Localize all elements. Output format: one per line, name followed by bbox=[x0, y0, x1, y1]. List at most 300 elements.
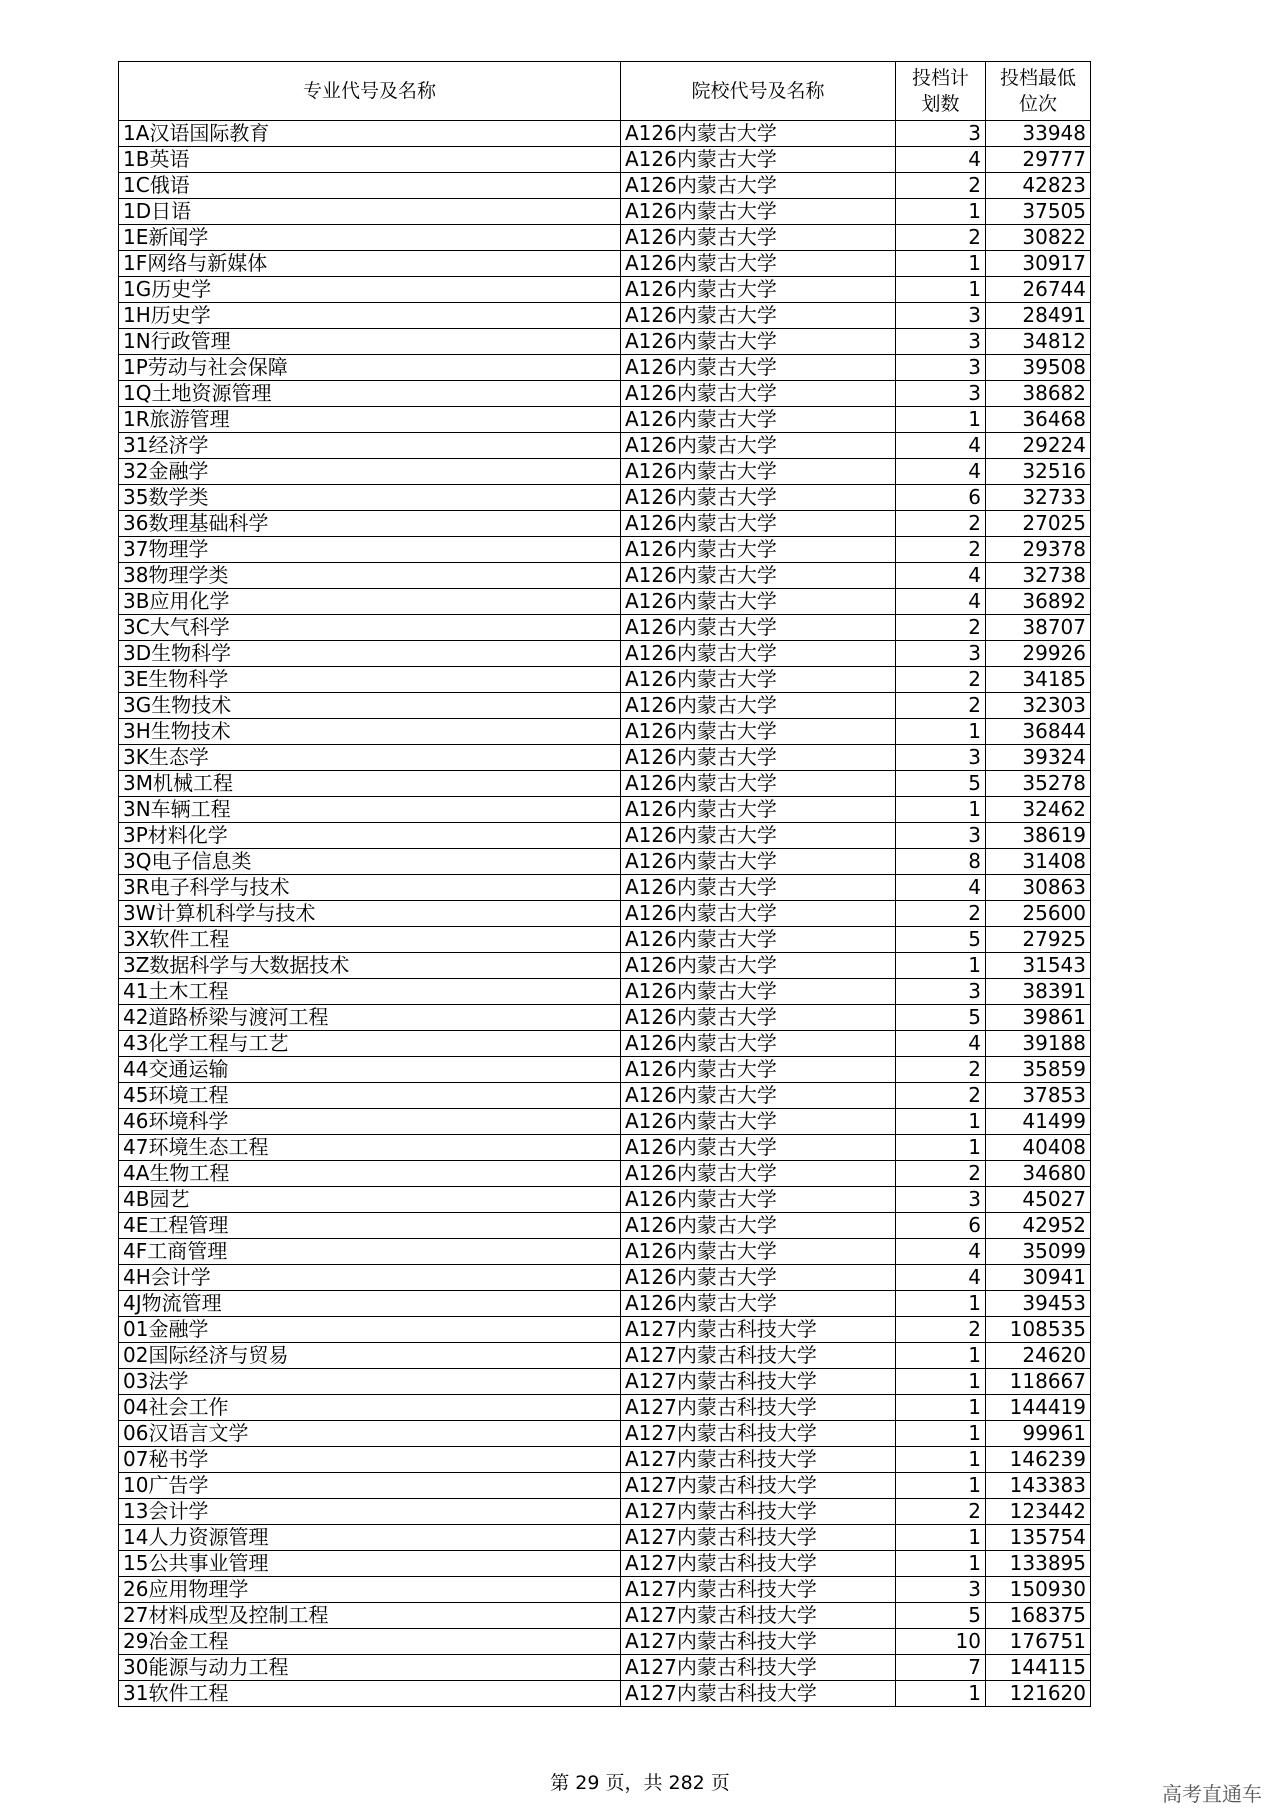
cell-rank: 32733 bbox=[986, 485, 1091, 511]
cell-rank: 29926 bbox=[986, 641, 1091, 667]
cell-rank: 30941 bbox=[986, 1265, 1091, 1291]
cell-rank: 34680 bbox=[986, 1161, 1091, 1187]
cell-rank: 123442 bbox=[986, 1499, 1091, 1525]
cell-rank: 41499 bbox=[986, 1109, 1091, 1135]
cell-rank: 29777 bbox=[986, 147, 1091, 173]
cell-major: 4J物流管理 bbox=[119, 1291, 621, 1317]
table-row bbox=[119, 563, 1091, 589]
cell-major: 31软件工程 bbox=[119, 1681, 621, 1707]
cell-school: A126内蒙古大学 bbox=[621, 1109, 896, 1135]
table-row bbox=[119, 901, 1091, 927]
cell-school: A126内蒙古大学 bbox=[621, 589, 896, 615]
table-row bbox=[119, 875, 1091, 901]
cell-major: 04社会工作 bbox=[119, 1395, 621, 1421]
table-header bbox=[119, 62, 1091, 121]
cell-plan: 3 bbox=[896, 1187, 986, 1213]
cell-plan: 5 bbox=[896, 771, 986, 797]
cell-major: 10广告学 bbox=[119, 1473, 621, 1499]
cell-plan: 2 bbox=[896, 1499, 986, 1525]
cell-school: A126内蒙古大学 bbox=[621, 537, 896, 563]
table-row bbox=[119, 1343, 1091, 1369]
cell-major: 4A生物工程 bbox=[119, 1161, 621, 1187]
cell-rank: 36844 bbox=[986, 719, 1091, 745]
cell-school: A127内蒙古科技大学 bbox=[621, 1369, 896, 1395]
cell-rank: 99961 bbox=[986, 1421, 1091, 1447]
cell-major: 3H生物技术 bbox=[119, 719, 621, 745]
cell-plan: 1 bbox=[896, 1343, 986, 1369]
cell-major: 1C俄语 bbox=[119, 173, 621, 199]
cell-school: A126内蒙古大学 bbox=[621, 1083, 896, 1109]
table-row bbox=[119, 1031, 1091, 1057]
header-plan-line2: 划数 bbox=[921, 93, 960, 115]
cell-major: 3R电子科学与技术 bbox=[119, 875, 621, 901]
cell-school: A126内蒙古大学 bbox=[621, 849, 896, 875]
cell-major: 03法学 bbox=[119, 1369, 621, 1395]
cell-major: 45环境工程 bbox=[119, 1083, 621, 1109]
cell-plan: 3 bbox=[896, 381, 986, 407]
table-row bbox=[119, 823, 1091, 849]
table-row bbox=[119, 1499, 1091, 1525]
cell-school: A127内蒙古科技大学 bbox=[621, 1499, 896, 1525]
cell-rank: 135754 bbox=[986, 1525, 1091, 1551]
cell-school: A127内蒙古科技大学 bbox=[621, 1317, 896, 1343]
cell-plan: 1 bbox=[896, 251, 986, 277]
cell-plan: 3 bbox=[896, 641, 986, 667]
cell-school: A126内蒙古大学 bbox=[621, 173, 896, 199]
table-row bbox=[119, 953, 1091, 979]
table-row bbox=[119, 1057, 1091, 1083]
table-row bbox=[119, 1473, 1091, 1499]
cell-rank: 121620 bbox=[986, 1681, 1091, 1707]
table-row bbox=[119, 225, 1091, 251]
table-row bbox=[119, 1395, 1091, 1421]
cell-rank: 32516 bbox=[986, 459, 1091, 485]
cell-rank: 27025 bbox=[986, 511, 1091, 537]
table-row bbox=[119, 121, 1091, 147]
cell-major: 4H会计学 bbox=[119, 1265, 621, 1291]
cell-rank: 38682 bbox=[986, 381, 1091, 407]
cell-major: 3X软件工程 bbox=[119, 927, 621, 953]
cell-rank: 31543 bbox=[986, 953, 1091, 979]
cell-plan: 5 bbox=[896, 927, 986, 953]
cell-major: 06汉语言文学 bbox=[119, 1421, 621, 1447]
cell-major: 3D生物科学 bbox=[119, 641, 621, 667]
cell-rank: 34185 bbox=[986, 667, 1091, 693]
table-row bbox=[119, 1109, 1091, 1135]
cell-major: 3C大气科学 bbox=[119, 615, 621, 641]
cell-rank: 35859 bbox=[986, 1057, 1091, 1083]
cell-rank: 37853 bbox=[986, 1083, 1091, 1109]
cell-plan: 4 bbox=[896, 1031, 986, 1057]
cell-school: A127内蒙古科技大学 bbox=[621, 1577, 896, 1603]
cell-rank: 39453 bbox=[986, 1291, 1091, 1317]
table-row bbox=[119, 1369, 1091, 1395]
cell-rank: 108535 bbox=[986, 1317, 1091, 1343]
table-row bbox=[119, 1005, 1091, 1031]
cell-rank: 31408 bbox=[986, 849, 1091, 875]
table-row bbox=[119, 1317, 1091, 1343]
table-row bbox=[119, 173, 1091, 199]
cell-school: A127内蒙古科技大学 bbox=[621, 1681, 896, 1707]
cell-rank: 39188 bbox=[986, 1031, 1091, 1057]
cell-school: A126内蒙古大学 bbox=[621, 901, 896, 927]
cell-plan: 1 bbox=[896, 1551, 986, 1577]
cell-rank: 29224 bbox=[986, 433, 1091, 459]
table-row bbox=[119, 1525, 1091, 1551]
cell-major: 4F工商管理 bbox=[119, 1239, 621, 1265]
table-row bbox=[119, 745, 1091, 771]
cell-major: 02国际经济与贸易 bbox=[119, 1343, 621, 1369]
cell-rank: 24620 bbox=[986, 1343, 1091, 1369]
cell-school: A126内蒙古大学 bbox=[621, 1265, 896, 1291]
cell-school: A126内蒙古大学 bbox=[621, 1213, 896, 1239]
cell-school: A126内蒙古大学 bbox=[621, 693, 896, 719]
watermark: 高考直通车 bbox=[1162, 1782, 1262, 1806]
cell-plan: 4 bbox=[896, 875, 986, 901]
cell-major: 31经济学 bbox=[119, 433, 621, 459]
cell-plan: 3 bbox=[896, 303, 986, 329]
cell-rank: 143383 bbox=[986, 1473, 1091, 1499]
cell-major: 47环境生态工程 bbox=[119, 1135, 621, 1161]
cell-major: 3E生物科学 bbox=[119, 667, 621, 693]
cell-major: 01金融学 bbox=[119, 1317, 621, 1343]
table-row bbox=[119, 407, 1091, 433]
cell-plan: 2 bbox=[896, 901, 986, 927]
cell-school: A127内蒙古科技大学 bbox=[621, 1629, 896, 1655]
table-row bbox=[119, 719, 1091, 745]
cell-major: 44交通运输 bbox=[119, 1057, 621, 1083]
cell-rank: 30822 bbox=[986, 225, 1091, 251]
cell-major: 3Q电子信息类 bbox=[119, 849, 621, 875]
table-row bbox=[119, 589, 1091, 615]
cell-school: A126内蒙古大学 bbox=[621, 1291, 896, 1317]
table-row bbox=[119, 381, 1091, 407]
table-row bbox=[119, 849, 1091, 875]
cell-plan: 3 bbox=[896, 329, 986, 355]
cell-school: A126内蒙古大学 bbox=[621, 1057, 896, 1083]
cell-major: 15公共事业管理 bbox=[119, 1551, 621, 1577]
cell-rank: 36892 bbox=[986, 589, 1091, 615]
cell-plan: 4 bbox=[896, 459, 986, 485]
cell-rank: 144419 bbox=[986, 1395, 1091, 1421]
cell-plan: 3 bbox=[896, 745, 986, 771]
cell-school: A126内蒙古大学 bbox=[621, 251, 896, 277]
table-row bbox=[119, 1161, 1091, 1187]
cell-plan: 2 bbox=[896, 667, 986, 693]
table-row bbox=[119, 1291, 1091, 1317]
table-row bbox=[119, 1083, 1091, 1109]
table-row bbox=[119, 1265, 1091, 1291]
header-major: 专业代号及名称 bbox=[119, 62, 621, 121]
table-row bbox=[119, 1655, 1091, 1681]
table-row bbox=[119, 1681, 1091, 1707]
cell-plan: 1 bbox=[896, 1525, 986, 1551]
cell-school: A126内蒙古大学 bbox=[621, 329, 896, 355]
table-row bbox=[119, 1239, 1091, 1265]
cell-plan: 3 bbox=[896, 121, 986, 147]
cell-rank: 35099 bbox=[986, 1239, 1091, 1265]
table-row bbox=[119, 277, 1091, 303]
cell-school: A126内蒙古大学 bbox=[621, 771, 896, 797]
cell-major: 29冶金工程 bbox=[119, 1629, 621, 1655]
cell-school: A127内蒙古科技大学 bbox=[621, 1395, 896, 1421]
table-row bbox=[119, 641, 1091, 667]
cell-plan: 6 bbox=[896, 485, 986, 511]
cell-rank: 30917 bbox=[986, 251, 1091, 277]
table-row bbox=[119, 1577, 1091, 1603]
cell-major: 4B园艺 bbox=[119, 1187, 621, 1213]
cell-school: A126内蒙古大学 bbox=[621, 1239, 896, 1265]
cell-major: 3W计算机科学与技术 bbox=[119, 901, 621, 927]
cell-plan: 2 bbox=[896, 1317, 986, 1343]
cell-plan: 3 bbox=[896, 1577, 986, 1603]
cell-major: 35数学类 bbox=[119, 485, 621, 511]
cell-rank: 34812 bbox=[986, 329, 1091, 355]
cell-plan: 7 bbox=[896, 1655, 986, 1681]
cell-school: A126内蒙古大学 bbox=[621, 355, 896, 381]
header-row bbox=[119, 62, 1091, 121]
cell-school: A126内蒙古大学 bbox=[621, 797, 896, 823]
table-row bbox=[119, 1213, 1091, 1239]
cell-major: 1N行政管理 bbox=[119, 329, 621, 355]
cell-plan: 2 bbox=[896, 693, 986, 719]
cell-school: A127内蒙古科技大学 bbox=[621, 1343, 896, 1369]
cell-school: A126内蒙古大学 bbox=[621, 381, 896, 407]
cell-major: 3K生态学 bbox=[119, 745, 621, 771]
table-row bbox=[119, 693, 1091, 719]
cell-rank: 42823 bbox=[986, 173, 1091, 199]
table-row bbox=[119, 147, 1091, 173]
cell-rank: 144115 bbox=[986, 1655, 1091, 1681]
cell-school: A126内蒙古大学 bbox=[621, 459, 896, 485]
cell-plan: 3 bbox=[896, 823, 986, 849]
cell-plan: 4 bbox=[896, 1239, 986, 1265]
cell-school: A126内蒙古大学 bbox=[621, 199, 896, 225]
cell-major: 36数理基础科学 bbox=[119, 511, 621, 537]
cell-school: A127内蒙古科技大学 bbox=[621, 1551, 896, 1577]
cell-school: A126内蒙古大学 bbox=[621, 303, 896, 329]
cell-major: 3P材料化学 bbox=[119, 823, 621, 849]
cell-major: 3B应用化学 bbox=[119, 589, 621, 615]
cell-plan: 1 bbox=[896, 797, 986, 823]
cell-rank: 36468 bbox=[986, 407, 1091, 433]
cell-school: A126内蒙古大学 bbox=[621, 615, 896, 641]
table-row bbox=[119, 927, 1091, 953]
cell-school: A126内蒙古大学 bbox=[621, 953, 896, 979]
cell-school: A126内蒙古大学 bbox=[621, 927, 896, 953]
cell-rank: 27925 bbox=[986, 927, 1091, 953]
cell-plan: 4 bbox=[896, 433, 986, 459]
cell-major: 3Z数据科学与大数据技术 bbox=[119, 953, 621, 979]
table-row bbox=[119, 355, 1091, 381]
cell-rank: 35278 bbox=[986, 771, 1091, 797]
cell-rank: 28491 bbox=[986, 303, 1091, 329]
cell-rank: 146239 bbox=[986, 1447, 1091, 1473]
cell-major: 1H历史学 bbox=[119, 303, 621, 329]
header-school: 院校代号及名称 bbox=[621, 62, 896, 121]
cell-major: 07秘书学 bbox=[119, 1447, 621, 1473]
cell-major: 3G生物技术 bbox=[119, 693, 621, 719]
cell-plan: 2 bbox=[896, 615, 986, 641]
table-row bbox=[119, 251, 1091, 277]
table-row bbox=[119, 667, 1091, 693]
cell-rank: 29378 bbox=[986, 537, 1091, 563]
table-row bbox=[119, 979, 1091, 1005]
cell-plan: 2 bbox=[896, 1083, 986, 1109]
cell-plan: 1 bbox=[896, 1447, 986, 1473]
cell-school: A127内蒙古科技大学 bbox=[621, 1473, 896, 1499]
cell-school: A127内蒙古科技大学 bbox=[621, 1603, 896, 1629]
cell-plan: 8 bbox=[896, 849, 986, 875]
cell-major: 1B英语 bbox=[119, 147, 621, 173]
cell-plan: 2 bbox=[896, 1057, 986, 1083]
cell-plan: 2 bbox=[896, 173, 986, 199]
cell-plan: 4 bbox=[896, 147, 986, 173]
cell-major: 26应用物理学 bbox=[119, 1577, 621, 1603]
cell-plan: 1 bbox=[896, 407, 986, 433]
cell-rank: 118667 bbox=[986, 1369, 1091, 1395]
cell-school: A126内蒙古大学 bbox=[621, 1161, 896, 1187]
table-row bbox=[119, 771, 1091, 797]
cell-rank: 37505 bbox=[986, 199, 1091, 225]
cell-plan: 6 bbox=[896, 1213, 986, 1239]
cell-rank: 38391 bbox=[986, 979, 1091, 1005]
cell-plan: 4 bbox=[896, 563, 986, 589]
cell-plan: 1 bbox=[896, 1681, 986, 1707]
cell-school: A126内蒙古大学 bbox=[621, 147, 896, 173]
cell-rank: 39508 bbox=[986, 355, 1091, 381]
cell-major: 1A汉语国际教育 bbox=[119, 121, 621, 147]
cell-school: A126内蒙古大学 bbox=[621, 1031, 896, 1057]
table-row bbox=[119, 199, 1091, 225]
cell-school: A126内蒙古大学 bbox=[621, 667, 896, 693]
table-row bbox=[119, 329, 1091, 355]
cell-major: 1G历史学 bbox=[119, 277, 621, 303]
cell-major: 1D日语 bbox=[119, 199, 621, 225]
cell-rank: 38707 bbox=[986, 615, 1091, 641]
cell-school: A126内蒙古大学 bbox=[621, 563, 896, 589]
cell-rank: 42952 bbox=[986, 1213, 1091, 1239]
cell-school: A127内蒙古科技大学 bbox=[621, 1525, 896, 1551]
cell-major: 32金融学 bbox=[119, 459, 621, 485]
table-row bbox=[119, 1551, 1091, 1577]
table-row bbox=[119, 511, 1091, 537]
cell-school: A126内蒙古大学 bbox=[621, 823, 896, 849]
cell-plan: 1 bbox=[896, 277, 986, 303]
cell-plan: 10 bbox=[896, 1629, 986, 1655]
cell-school: A126内蒙古大学 bbox=[621, 745, 896, 771]
cell-school: A126内蒙古大学 bbox=[621, 433, 896, 459]
cell-rank: 30863 bbox=[986, 875, 1091, 901]
cell-school: A126内蒙古大学 bbox=[621, 225, 896, 251]
cell-school: A127内蒙古科技大学 bbox=[621, 1447, 896, 1473]
cell-rank: 39324 bbox=[986, 745, 1091, 771]
admission-table bbox=[118, 61, 1091, 1707]
cell-school: A126内蒙古大学 bbox=[621, 1187, 896, 1213]
table-row bbox=[119, 1603, 1091, 1629]
cell-rank: 168375 bbox=[986, 1603, 1091, 1629]
table-row bbox=[119, 1135, 1091, 1161]
cell-plan: 1 bbox=[896, 719, 986, 745]
cell-plan: 4 bbox=[896, 589, 986, 615]
table-body bbox=[119, 121, 1091, 1707]
header-plan-line1: 投档计 bbox=[911, 67, 969, 89]
cell-plan: 1 bbox=[896, 1291, 986, 1317]
cell-plan: 2 bbox=[896, 225, 986, 251]
table-row bbox=[119, 537, 1091, 563]
cell-plan: 4 bbox=[896, 1265, 986, 1291]
cell-major: 1R旅游管理 bbox=[119, 407, 621, 433]
cell-major: 30能源与动力工程 bbox=[119, 1655, 621, 1681]
cell-major: 1E新闻学 bbox=[119, 225, 621, 251]
table-row bbox=[119, 433, 1091, 459]
table-row bbox=[119, 459, 1091, 485]
cell-plan: 1 bbox=[896, 1473, 986, 1499]
header-rank-line2: 位次 bbox=[1018, 93, 1057, 115]
cell-rank: 32738 bbox=[986, 563, 1091, 589]
cell-plan: 5 bbox=[896, 1603, 986, 1629]
header-rank bbox=[986, 62, 1091, 121]
cell-rank: 32462 bbox=[986, 797, 1091, 823]
cell-rank: 150930 bbox=[986, 1577, 1091, 1603]
cell-major: 38物理学类 bbox=[119, 563, 621, 589]
cell-rank: 25600 bbox=[986, 901, 1091, 927]
cell-plan: 3 bbox=[896, 979, 986, 1005]
cell-major: 13会计学 bbox=[119, 1499, 621, 1525]
cell-school: A126内蒙古大学 bbox=[621, 277, 896, 303]
cell-major: 43化学工程与工艺 bbox=[119, 1031, 621, 1057]
cell-rank: 39861 bbox=[986, 1005, 1091, 1031]
cell-rank: 176751 bbox=[986, 1629, 1091, 1655]
cell-rank: 33948 bbox=[986, 121, 1091, 147]
cell-major: 41土木工程 bbox=[119, 979, 621, 1005]
cell-major: 42道路桥梁与渡河工程 bbox=[119, 1005, 621, 1031]
table-row bbox=[119, 615, 1091, 641]
cell-major: 1F网络与新媒体 bbox=[119, 251, 621, 277]
cell-rank: 26744 bbox=[986, 277, 1091, 303]
cell-major: 14人力资源管理 bbox=[119, 1525, 621, 1551]
cell-plan: 1 bbox=[896, 1369, 986, 1395]
cell-school: A126内蒙古大学 bbox=[621, 719, 896, 745]
cell-plan: 3 bbox=[896, 355, 986, 381]
cell-school: A126内蒙古大学 bbox=[621, 875, 896, 901]
table-row bbox=[119, 797, 1091, 823]
cell-school: A126内蒙古大学 bbox=[621, 485, 896, 511]
cell-major: 1P劳动与社会保障 bbox=[119, 355, 621, 381]
cell-major: 37物理学 bbox=[119, 537, 621, 563]
cell-major: 46环境科学 bbox=[119, 1109, 621, 1135]
cell-school: A126内蒙古大学 bbox=[621, 121, 896, 147]
cell-major: 27材料成型及控制工程 bbox=[119, 1603, 621, 1629]
page-number: 第 29 页，共 282 页 bbox=[550, 1772, 730, 1794]
cell-plan: 1 bbox=[896, 1109, 986, 1135]
table-row bbox=[119, 1629, 1091, 1655]
cell-rank: 32303 bbox=[986, 693, 1091, 719]
cell-rank: 133895 bbox=[986, 1551, 1091, 1577]
cell-rank: 38619 bbox=[986, 823, 1091, 849]
cell-major: 3M机械工程 bbox=[119, 771, 621, 797]
cell-school: A127内蒙古科技大学 bbox=[621, 1655, 896, 1681]
cell-school: A126内蒙古大学 bbox=[621, 1135, 896, 1161]
cell-plan: 1 bbox=[896, 199, 986, 225]
cell-plan: 1 bbox=[896, 953, 986, 979]
cell-major: 3N车辆工程 bbox=[119, 797, 621, 823]
table-row bbox=[119, 1421, 1091, 1447]
cell-school: A127内蒙古科技大学 bbox=[621, 1421, 896, 1447]
table-row bbox=[119, 1187, 1091, 1213]
cell-school: A126内蒙古大学 bbox=[621, 511, 896, 537]
cell-plan: 2 bbox=[896, 1161, 986, 1187]
